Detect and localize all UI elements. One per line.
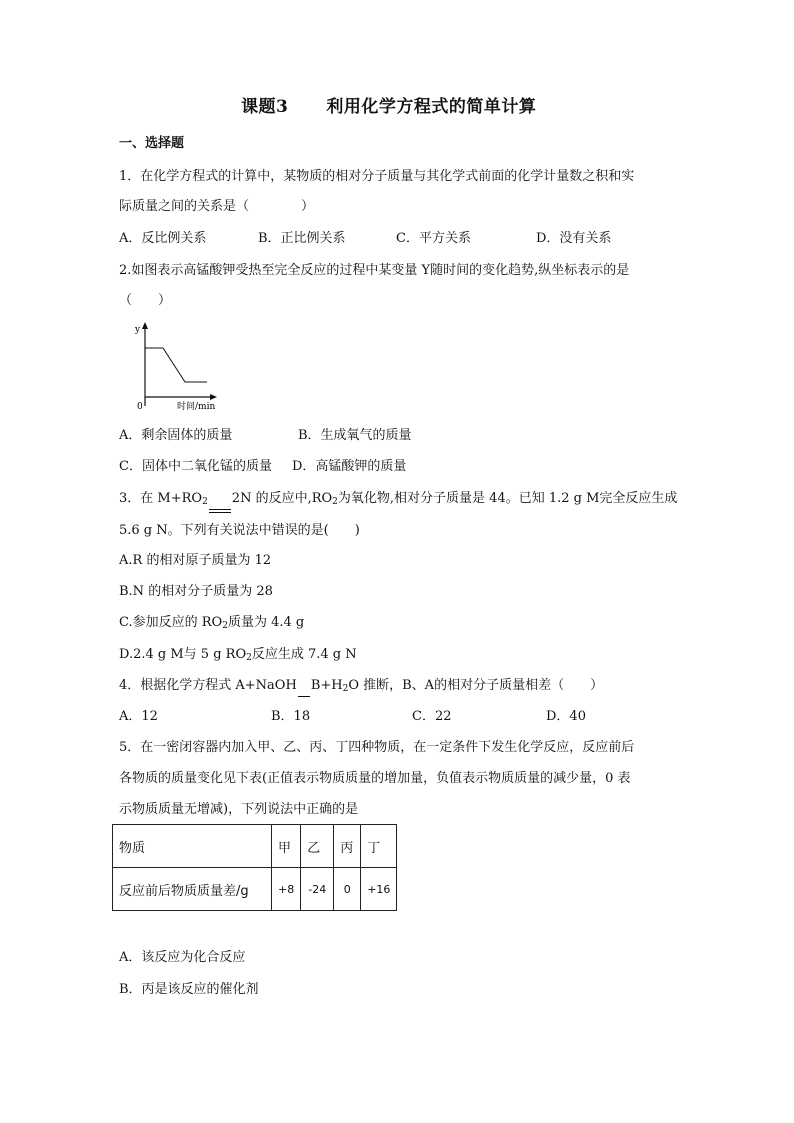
q1-option-b: B．正比例关系 — [258, 231, 346, 246]
table-cell: 丁 — [361, 825, 397, 868]
q1-text-line2: 际质量之间的关系是（ ） — [119, 199, 315, 214]
title-lesson: 课题3 — [241, 97, 289, 117]
graph-origin-label: 0 — [137, 402, 143, 412]
q5-mass-table — [112, 824, 397, 911]
q3-text-line2: 5.6 g N。下列有关说法中错误的是( ) — [119, 523, 360, 538]
q3-option-d: D.2.4 g M与 5 g $RO_2$反应生成 7.4 g N — [119, 647, 357, 663]
section-heading: 一、选择题 — [119, 136, 185, 151]
graph-x-label: 时间/min — [177, 402, 216, 412]
q1-option-c: C．平方关系 — [396, 231, 471, 246]
page-title — [241, 99, 536, 115]
q3-option-b: B.N 的相对分子质量为 28 — [119, 584, 273, 599]
q4-option-b: B．18 — [271, 709, 311, 724]
q1-text-line1: 1．在化学方程式的计算中，某物质的相对分子质量与其化学式前面的化学计量数之积和实 — [119, 169, 635, 184]
q2-option-b: B．生成氧气的质量 — [298, 428, 412, 443]
q1-option-a: A．反比例关系 — [119, 231, 207, 246]
q2-option-c: C．固体中二氧化锰的质量 — [119, 459, 272, 474]
q1-option-d: D．没有关系 — [536, 231, 612, 246]
q3-text-line1: 3．在 $M+RO_2$ 2N 的反应中$,RO_2$为氧化物,相对分子质量是 44。已知 1.2 g M完全反应生成 — [119, 491, 678, 507]
q5-text-line3: 示物质质量无增减)，下列说法中正确的是 — [119, 802, 359, 817]
table-cell: 乙 — [301, 825, 334, 868]
q4-option-c: C．22 — [412, 709, 452, 724]
graph-x-arrow — [210, 394, 217, 400]
q3-option-c: C.参加反应的 $RO_2$质量为 4.4 g — [119, 615, 305, 631]
q2-graph — [125, 318, 225, 418]
table-cell: -24 — [301, 868, 334, 911]
q4-option-a: A．12 — [119, 709, 158, 724]
table-row — [113, 868, 397, 911]
table-cell: 反应前后物质质量差/g — [113, 868, 272, 911]
q2-text-line1: 2.如图表示高锰酸钾受热至完全反应的过程中某变量 Y随时间的变化趋势,纵坐标表示的是 — [119, 263, 630, 278]
graph-y-label: y — [135, 325, 141, 335]
q2-option-a: A．剩余固体的质量 — [119, 428, 233, 443]
q5-text-line1: 5．在一密闭容器内加入甲、乙、丙、丁四种物质，在一定条件下发生化学反应，反应前后 — [119, 740, 635, 755]
table-cell: 物质 — [113, 825, 272, 868]
q4-option-d: D．40 — [546, 709, 586, 724]
table-row — [113, 825, 397, 868]
graph-curve — [145, 348, 207, 382]
q5-option-a: A．该反应为化合反应 — [119, 950, 246, 965]
table-cell: 丙 — [334, 825, 361, 868]
table-cell: +8 — [272, 868, 301, 911]
q3-option-a: A.R 的相对原子质量为 12 — [119, 553, 272, 568]
q5-option-b: B．丙是该反应的催化剂 — [119, 982, 259, 997]
table-cell: 0 — [334, 868, 361, 911]
q4-text: 4．根据化学方程式 A+NaOH $B+H_2O$ 推断，B、A的相对分子质量相差（ ） — [119, 678, 604, 694]
q2-option-d: D．高锰酸钾的质量 — [292, 459, 407, 474]
q2-text-line2: （ ） — [119, 293, 172, 308]
graph-y-arrow — [142, 322, 148, 329]
q5-text-line2: 各物质的质量变化见下表(正值表示物质质量的增加量，负值表示物质质量的减少量，0 表 — [119, 771, 631, 786]
title-topic: 利用化学方程式的简单计算 — [326, 97, 537, 117]
table-cell: 甲 — [272, 825, 301, 868]
table-cell: +16 — [361, 868, 397, 911]
